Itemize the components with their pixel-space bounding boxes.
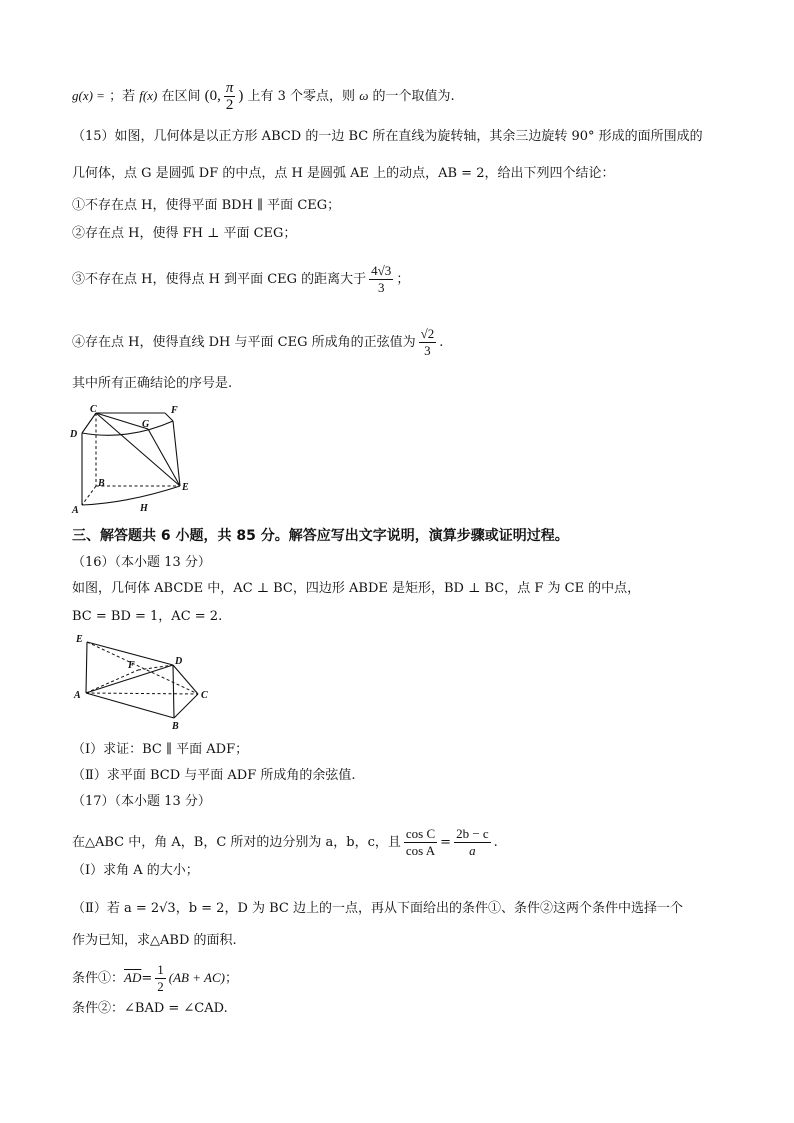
pi-over-two: $\frac{\pi}{2}$ xyxy=(225,80,234,113)
p17-condition-1: 条件①：$\overline{AD}=$ $\frac{1}{2}$ (AB + AC)； xyxy=(72,962,238,994)
p16-line2: BC = BD = 1，AC = 2. xyxy=(72,609,223,624)
p14-text-2: 在区间 xyxy=(161,88,201,104)
p17-title: （17）（本小题 13 分） xyxy=(72,794,211,809)
label-D2: D xyxy=(175,656,183,667)
p15-conclusion-4: ④存在点 H，使得直线 DH 与平面 CEG 所成角的正弦值为 $\frac{√2}{3}$ . xyxy=(72,326,444,358)
label-D: D xyxy=(70,429,78,440)
p15-line1: （15）如图，几何体是以正方形 ABCD 的一边 BC 所在直线为旋转轴，其余三边旋转 90° 形成的面所围成的 xyxy=(72,129,703,144)
label-B: B xyxy=(98,478,105,489)
label-F: F xyxy=(171,405,178,416)
vector-AD: $\overline{AD}$ xyxy=(124,970,142,985)
p14-line xyxy=(72,80,455,113)
section3-heading: 三、解答题共 6 小题，共 85 分。解答应写出文字说明，演算步骤或证明过程。 xyxy=(72,528,569,544)
p17-condition-2: 条件②：∠BAD = ∠CAD. xyxy=(72,1001,228,1016)
one-half: $\frac{1}{2}$ xyxy=(157,962,164,994)
p16-line1: 如图，几何体 ABCDE 中，AC ⊥ BC，四边形 ABDE 是矩形，BD ⊥ BC，点 F 为 CE 的中点， xyxy=(72,581,641,596)
p14-text-4: 的一个取值为. xyxy=(372,88,455,104)
two-b-minus-c-over-a: $\frac{2b - c}{a}$ xyxy=(456,826,489,858)
label-C: C xyxy=(90,404,97,415)
label-A2: A xyxy=(74,690,81,701)
g-expression: g(x) = xyxy=(72,87,105,103)
label-G: G xyxy=(142,419,150,430)
p15-conclusion-2: ②存在点 H，使得 FH ⊥ 平面 CEG； xyxy=(72,226,297,241)
label-B2: B xyxy=(172,721,179,732)
label-E2: E xyxy=(76,634,83,645)
label-E: E xyxy=(182,482,189,493)
f-expression: f(x) xyxy=(139,87,158,103)
figure-abcde-solid xyxy=(70,630,220,734)
label-H: H xyxy=(140,503,148,514)
p15-question: 其中所有正确结论的序号是. xyxy=(72,376,233,391)
p17-question-1: （Ⅰ）求角 A 的大小； xyxy=(72,863,199,878)
p14-text-3: 上有 3 个零点，则 xyxy=(247,88,356,104)
omega-symbol: ω xyxy=(359,87,369,103)
p16-question-2: （Ⅱ）求平面 BCD 与平面 ADF 所成角的余弦值. xyxy=(72,768,356,783)
p15-line2: 几何体，点 G 是圆弧 DF 的中点，点 H 是圆弧 AE 上的动点，AB = 2，给出下列四个结论： xyxy=(72,166,615,181)
label-C2: C xyxy=(201,690,208,701)
interval: (0, $\frac{\pi}{2}$ ) xyxy=(204,80,244,113)
label-A: A xyxy=(72,505,79,515)
p17-question-2-line2: 作为已知，求△ABD 的面积. xyxy=(72,933,237,948)
figure-rotation-solid xyxy=(68,403,198,515)
p16-question-1: （Ⅰ）求证：BC ∥ 平面 ADF； xyxy=(72,742,249,757)
p16-title: （16）（本小题 13 分） xyxy=(72,555,211,570)
p17-line1: 在△ABC 中，角 A，B，C 所对的边分别为 a，b，c，且 $\frac{\text{cos C}}{\text{cos A}}$ = $\frac{2b - c}{a}$ . xyxy=(72,826,498,858)
p15-conclusion-1: ①不存在点 H，使得平面 BDH ∥ 平面 CEG； xyxy=(72,198,341,213)
root2-over-3: $\frac{√2}{3}$ xyxy=(420,326,435,358)
p14-text-1: ；若 xyxy=(109,88,136,104)
p17-question-2-line1: （Ⅱ）若 a = 2√3，b = 2，D 为 BC 边上的一点，再从下面给出的条件①、条件②这两个条件中选择一个 xyxy=(72,901,684,916)
vector-sum-AB-AC: (AB + AC) xyxy=(168,970,225,985)
label-F2: F xyxy=(128,660,135,671)
p15-conclusion-3: ③不存在点 H，使得点 H 到平面 CEG 的距离大于 $\frac{4√3}{3}$ ； xyxy=(72,263,410,295)
cosC-over-cosA: $\frac{\text{cos C}}{\text{cos A}}$ xyxy=(405,826,436,858)
four-root3-over-3: $\frac{4√3}{3}$ xyxy=(371,263,392,295)
